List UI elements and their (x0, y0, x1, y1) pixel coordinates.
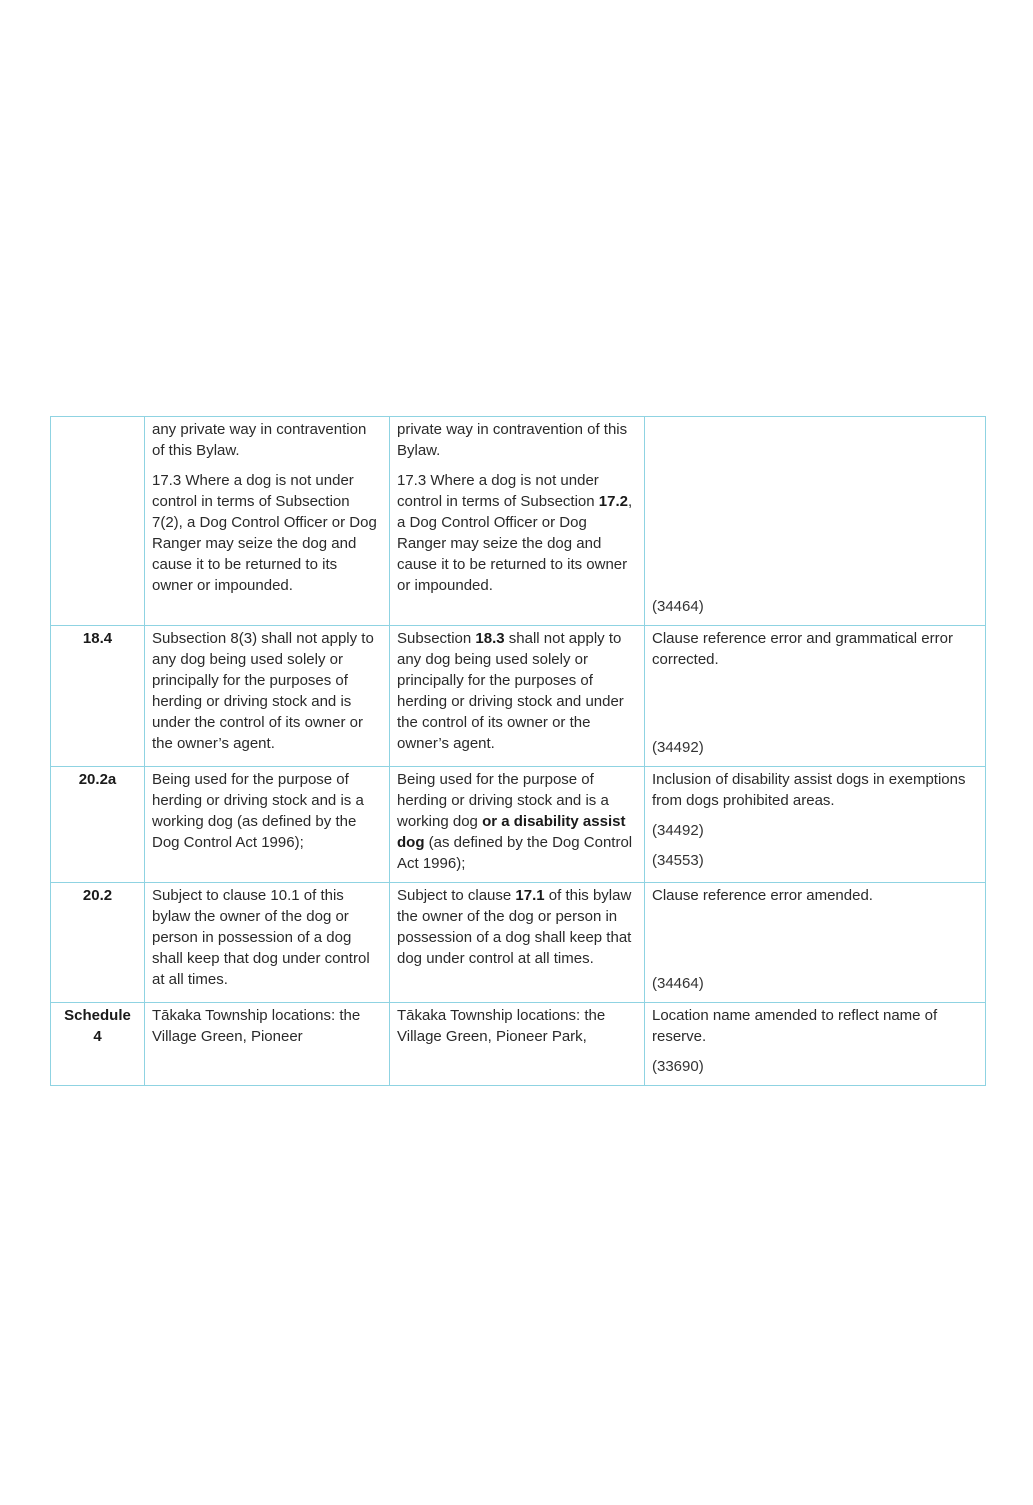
table-row (51, 883, 986, 1003)
current-text: Subsection 8(3) shall not apply to any dog being used solely or principally for the purposes of herding or driving stock and is under the control of its owner or the owner’s agent. (152, 630, 374, 752)
reason-text: Inclusion of disability assist dogs in exemptions from dogs prohibited areas. (652, 771, 966, 809)
proposed-text (397, 628, 637, 754)
proposed-text-cell (390, 1003, 645, 1086)
proposed-text-part: (as defined by the Dog Control Act 1996); (397, 834, 633, 872)
current-text-cell (145, 417, 390, 626)
amendments-table (50, 416, 986, 1086)
current-text-cell (145, 626, 390, 767)
table-row (51, 626, 986, 767)
reason-text: Clause reference error amended. (652, 887, 873, 904)
proposed-text-part: shall not apply to any dog being used solely or principally for the purposes of herding or driving stock and under the control of its owner or the owner’s agent. (397, 630, 624, 752)
reference-number: (34492) (652, 822, 704, 839)
reason-text: Clause reference error and grammatical error corrected. (652, 630, 953, 668)
current-text: Being used for the purpose of herding or driving stock and is a working dog (as defined by the Dog Control Act 1996); (152, 771, 364, 851)
table-row (51, 767, 986, 883)
proposed-text-cell (390, 417, 645, 626)
proposed-text (397, 470, 637, 596)
proposed-text (397, 885, 637, 969)
proposed-text (397, 1005, 637, 1047)
proposed-text-cell (390, 767, 645, 883)
proposed-text-part: Tākaka Township locations: the Village Green, Pioneer Park, (397, 1007, 606, 1045)
clause-cell (51, 417, 145, 626)
reason-cell (645, 883, 986, 1003)
proposed-text: private way in contravention of this Bylaw. (397, 421, 628, 459)
proposed-text-bold: 17.1 (515, 887, 545, 904)
reference-number: (33690) (652, 1058, 704, 1075)
reason-cell (645, 626, 986, 767)
proposed-text-part: , a Dog Control Officer or Dog Ranger may seize the dog and cause it to be returned to its owner or impounded. (397, 493, 633, 594)
proposed-text-part: Subsection (397, 630, 476, 647)
table-row (51, 417, 986, 626)
current-text-cell (145, 767, 390, 883)
reference-number: (34492) (652, 739, 704, 756)
reason-cell (645, 767, 986, 883)
clause-cell: 20.2a (51, 767, 145, 883)
current-text: 17.3 Where a dog is not under control in terms of Subsection 7(2), a Dog Control Officer or Dog Ranger may seize the dog and cause it to be returned to its owner or impounded. (152, 472, 377, 594)
proposed-text-cell (390, 883, 645, 1003)
table-row (51, 1003, 986, 1086)
proposed-text (397, 769, 637, 874)
reason-cell (645, 417, 986, 626)
clause-cell: 20.2 (51, 883, 145, 1003)
current-text-cell (145, 1003, 390, 1086)
reference-number: (34553) (652, 852, 704, 869)
proposed-text-cell (390, 626, 645, 767)
reason-cell (645, 1003, 986, 1086)
current-text-cell (145, 883, 390, 1003)
current-text: Tākaka Township locations: the Village Green, Pioneer (152, 1007, 361, 1045)
current-text: any private way in contravention of this Bylaw. (152, 421, 367, 459)
proposed-text-part: Being used for the purpose of herding or driving stock and is a working dog (397, 771, 609, 830)
proposed-text-part: 17.3 Where a dog is not under control in terms of Subsection (397, 472, 599, 510)
current-text: Subject to clause 10.1 of this bylaw the owner of the dog or person in possession of a dog shall keep that dog under control at all times. (152, 887, 370, 988)
proposed-text-bold: 17.2 (598, 493, 628, 510)
proposed-text-part: Subject to clause (397, 887, 516, 904)
reference-number: (34464) (652, 975, 704, 992)
proposed-text-part: of this bylaw the owner of the dog or person in possession of a dog shall keep that dog under control at all times. (397, 887, 632, 967)
reference-number: (34464) (652, 598, 704, 615)
proposed-text-bold: or a disability assist dog (397, 813, 626, 851)
clause-cell: Schedule 4 (51, 1003, 145, 1086)
proposed-text-bold: 18.3 (475, 630, 505, 647)
reason-text: Location name amended to reflect name of reserve. (652, 1007, 938, 1045)
clause-cell: 18.4 (51, 626, 145, 767)
